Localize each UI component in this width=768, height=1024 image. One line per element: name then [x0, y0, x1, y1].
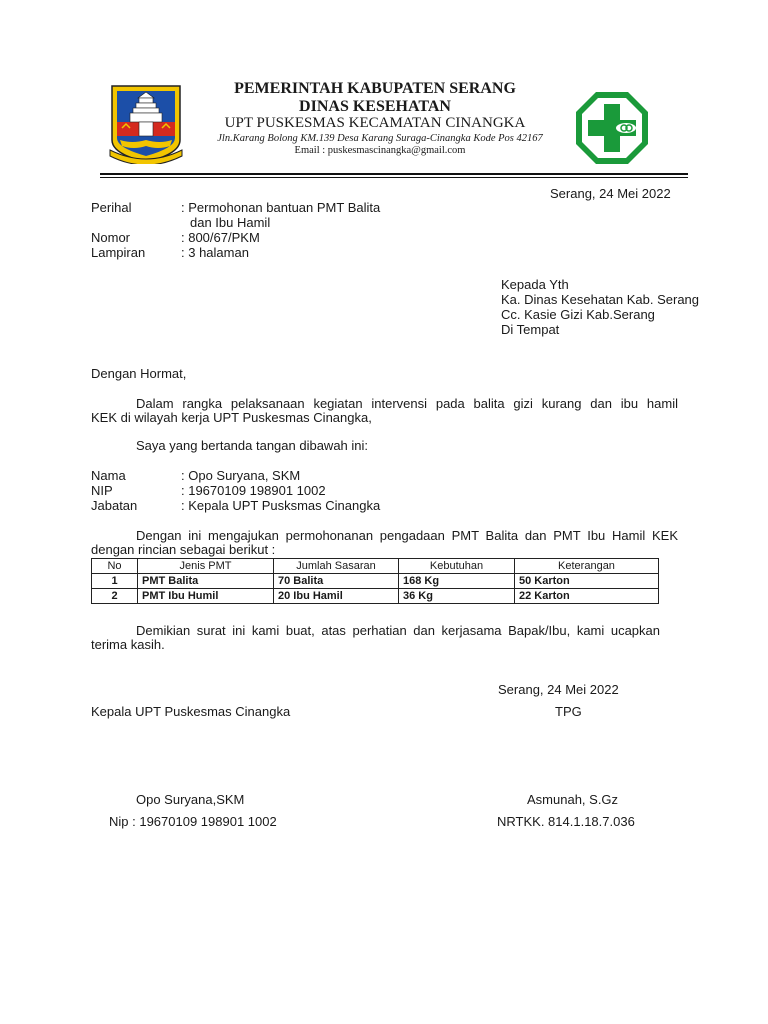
cell-no: 2 [92, 589, 138, 604]
pmt-request-table [91, 558, 659, 604]
table-row [92, 589, 659, 604]
meta-label: Nomor [91, 230, 131, 245]
left-signer-name: Opo Suryana,SKM [136, 792, 245, 807]
recipient-line: Ka. Dinas Kesehatan Kab. Serang [501, 292, 700, 307]
cell-jumlah-sasaran: 20 Ibu Hamil [274, 589, 399, 604]
header-jumlah-sasaran: Jumlah Sasaran [274, 559, 399, 574]
serang-regency-emblem [108, 84, 184, 164]
letterhead-government: PEMERINTAH KABUPATEN SERANG [234, 80, 516, 97]
letterhead-divider-thick [100, 173, 688, 175]
identity-label: Nama [91, 468, 126, 483]
closing-line-1: Demikian surat ini kami buat, atas perhatian dan kerjasama Bapak/Ibu, kami ucapkan [136, 623, 660, 638]
recipient-line: Cc. Kasie Gizi Kab.Serang [501, 307, 655, 322]
recipient-line: Di Tempat [501, 322, 560, 337]
recipient-line: Kepada Yth [501, 277, 569, 292]
meta-value-continued: dan Ibu Hamil [190, 215, 271, 230]
meta-label: Lampiran [91, 245, 146, 260]
letter-date: Serang, 24 Mei 2022 [550, 186, 671, 201]
closing-line-2: terima kasih. [91, 637, 165, 652]
paragraph-3-line-2: dengan rincian sebagai berikut : [91, 542, 276, 557]
letterhead-unit: UPT PUSKESMAS KECAMATAN CINANGKA [224, 115, 526, 131]
cell-no: 1 [92, 574, 138, 589]
right-signer-id: NRTKK. 814.1.18.7.036 [497, 814, 635, 829]
left-signer-title: Kepala UPT Puskesmas Cinangka [91, 704, 291, 719]
signature-date: Serang, 24 Mei 2022 [498, 682, 619, 697]
table-header-row [92, 559, 659, 574]
right-signer-name: Asmunah, S.Gz [527, 792, 619, 807]
meta-row-continued [190, 215, 270, 230]
identity-value: : Kepala UPT Pusksmas Cinangka [181, 498, 381, 513]
letterhead-address: Jln.Karang Bolong KM.139 Desa Karang Suraga-Cinangka Kode Pos 42167 [217, 133, 543, 144]
cell-keterangan: 22 Karton [515, 589, 659, 604]
paragraph-1-line-1: Dalam rangka pelaksanaan kegiatan intervensi pada balita gizi kurang dan ibu hamil [136, 396, 678, 411]
identity-label: Jabatan [91, 498, 138, 513]
header-jenis-pmt: Jenis PMT [138, 559, 274, 574]
paragraph-1-line-2: KEK di wilayah kerja UPT Puskesmas Cinangka, [91, 410, 372, 425]
puskesmas-cross-emblem [574, 90, 650, 166]
header-no: No [92, 559, 138, 574]
header-keterangan: Keterangan [515, 559, 659, 574]
table-row [92, 574, 659, 589]
cell-kebutuhan: 168 Kg [399, 574, 515, 589]
salutation: Dengan Hormat, [91, 366, 187, 381]
meta-label: Perihal [91, 200, 132, 215]
cell-jumlah-sasaran: 70 Balita [274, 574, 399, 589]
paragraph-3-line-1: Dengan ini mengajukan permohonanan pengadaan PMT Balita dan PMT Ibu Hamil KEK [136, 528, 678, 543]
paragraph-2: Saya yang bertanda tangan dibawah ini: [136, 438, 369, 453]
meta-value: : 800/67/PKM [181, 230, 260, 245]
letterhead-department: DINAS KESEHATAN [299, 98, 451, 115]
letterhead-divider-thin [100, 177, 688, 178]
header-kebutuhan: Kebutuhan [399, 559, 515, 574]
right-signer-title: TPG [555, 704, 582, 719]
identity-value: : 19670109 198901 1002 [181, 483, 326, 498]
cell-keterangan: 50 Karton [515, 574, 659, 589]
letterhead-email: Email : puskesmascinangka@gmail.com [294, 145, 466, 156]
cell-jenis-pmt: PMT Balita [138, 574, 274, 589]
identity-value: : Opo Suryana, SKM [181, 468, 301, 483]
identity-label: NIP [91, 483, 113, 498]
cell-jenis-pmt: PMT Ibu Humil [138, 589, 274, 604]
meta-value: : 3 halaman [181, 245, 249, 260]
cell-kebutuhan: 36 Kg [399, 589, 515, 604]
meta-value: : Permohonan bantuan PMT Balita [181, 200, 381, 215]
left-signer-id: Nip : 19670109 198901 1002 [109, 814, 277, 829]
